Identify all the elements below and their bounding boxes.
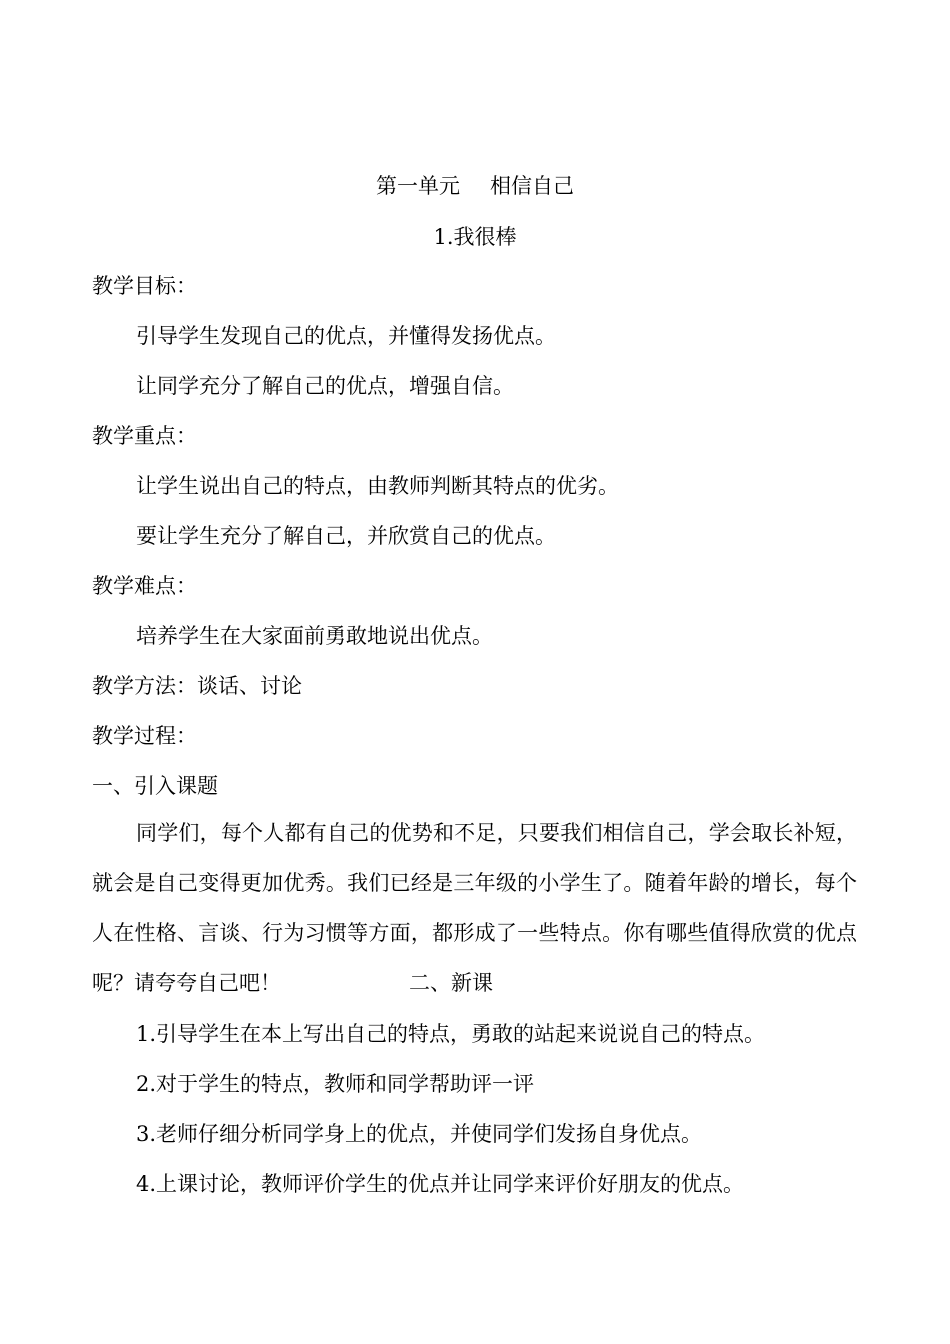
- objective-item: 引导学生发现自己的优点，并懂得发扬优点。: [136, 324, 556, 348]
- section2-heading: 二、新课: [409, 971, 493, 995]
- process-heading: 教学过程：: [92, 724, 197, 748]
- section2-item: 2.对于学生的特点，教师和同学帮助评一评: [136, 1072, 535, 1096]
- key-point-item: 要让学生充分了解自己，并欣赏自己的优点。: [136, 524, 556, 548]
- key-points-heading: 教学重点：: [92, 424, 197, 448]
- objectives-heading: 教学目标：: [92, 274, 197, 298]
- section2-item: 4.上课讨论，教师评价学生的优点并让同学来评价好朋友的优点。: [136, 1172, 745, 1196]
- unit-title: [0, 172, 950, 200]
- section2-item: 3.老师仔细分析同学身上的优点，并使同学们发扬自身优点。: [136, 1122, 703, 1146]
- difficulty-item: 培养学生在大家面前勇敢地说出优点。: [136, 624, 493, 648]
- lesson-title: 1.我很棒: [433, 225, 517, 249]
- unit-title-number: 第一单元: [376, 174, 460, 198]
- key-point-item: 让学生说出自己的特点，由教师判断其特点的优劣。: [136, 474, 619, 498]
- section1-paragraph-text: 同学们，每个人都有自己的优势和不足，只要我们相信自己，学会取长补短，就会是自己变得更加优秀。我们已经是三年级的小学生了。随着年龄的增长，每个人在性格、言谈、行为习惯等方面，都形成了一些特点。你有哪些值得欣赏的优点呢？请夸夸自己吧！: [92, 821, 857, 995]
- section1-paragraph: [92, 808, 857, 1008]
- unit-title-name: 相信自己: [490, 174, 574, 198]
- objective-item: 让同学充分了解自己的优点，增强自信。: [136, 374, 514, 398]
- methods-line: 教学方法：谈话、讨论: [92, 674, 302, 698]
- section2-item: 1.引导学生在本上写出自己的特点，勇敢的站起来说说自己的特点。: [136, 1022, 766, 1046]
- difficulties-heading: 教学难点：: [92, 574, 197, 598]
- section1-heading: 一、引入课题: [92, 774, 218, 798]
